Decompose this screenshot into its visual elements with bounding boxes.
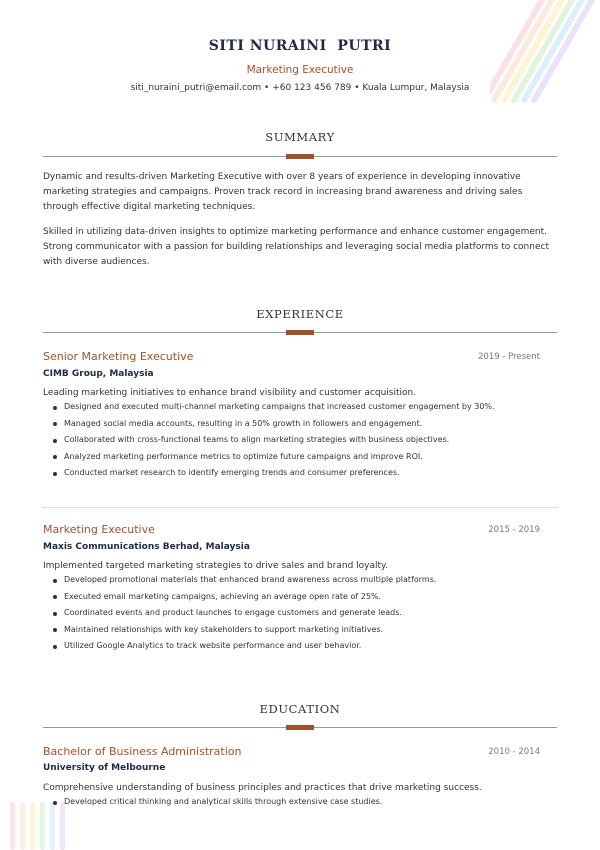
education-description: Comprehensive understanding of business principles and practices that drive marketing success. [43,783,482,793]
list-item: Developed promotional materials that enhanced brand awareness across multiple platforms. [53,572,436,589]
job-separator [43,507,557,508]
degree-title: Bachelor of Business Administration [43,745,242,758]
school-name: University of Melbourne [43,763,166,773]
job-bullets [53,399,495,482]
education-dates: 2010 - 2014 [488,747,540,757]
experience-heading [0,307,600,321]
list-item: Developed critical thinking and analytical skills through extensive case studies. [53,794,382,811]
list-item: Maintained relationships with key stakeholders to support marketing initiatives. [53,622,436,639]
company-name: CIMB Group, Malaysia [43,369,154,379]
summary-paragraph: Skilled in utilizing data-driven insights to optimize marketing performance and enhance customer engagement. Strong communicator with a passion for building relationships and leveraging social media platforms to connect with diverse audiences. [43,227,549,267]
candidate-name: SITI NURAINI PUTRI [208,38,392,54]
job-dates: 2019 - Present [478,352,540,362]
education-heading [0,702,600,716]
summary-heading [0,130,600,144]
job-title: Marketing Executive [43,523,155,536]
job-bullets [53,572,436,655]
section-title-education: EDUCATION [259,702,341,716]
section-divider-accent [286,154,314,159]
candidate-title: Marketing Executive [246,64,354,76]
list-item: Designed and executed multi-channel marketing campaigns that increased customer engagement by 30%. [53,399,495,416]
list-item: Analyzed marketing performance metrics to optimize future campaigns and improve ROI. [53,449,495,466]
job-title: Senior Marketing Executive [43,350,194,363]
contact-info: siti_nuraini_putri@email.com • +60 123 456 789 • Kuala Lumpur, Malaysia [130,83,470,93]
job-description: Leading marketing initiatives to enhance brand visibility and customer acquisition. [43,388,417,398]
section-title-summary: SUMMARY [265,130,335,144]
list-item: Managed social media accounts, resulting in a 50% growth in followers and engagement. [53,416,495,433]
list-item: Collaborated with cross-functional teams to align marketing strategies with business objectives. [53,432,495,449]
job-dates: 2015 - 2019 [488,525,540,535]
summary-paragraph: Dynamic and results-driven Marketing Executive with over 8 years of experience in developing innovative marketing strategies and campaigns. Proven track record in increasing brand awareness and driving sales through effective digital marketing techniques. [43,172,523,212]
company-name: Maxis Communications Berhad, Malaysia [43,542,250,552]
section-divider-accent [286,330,314,335]
list-item: Utilized Google Analytics to track website performance and user behavior. [53,638,436,655]
job-description: Implemented targeted marketing strategies to drive sales and brand loyalty. [43,561,388,571]
list-item: Executed email marketing campaigns, achieving an average open rate of 25%. [53,589,436,606]
list-item: Conducted market research to identify emerging trends and consumer preferences. [53,465,495,482]
section-divider-accent [286,725,314,730]
list-item: Coordinated events and product launches to engage customers and generate leads. [53,605,436,622]
section-title-experience: EXPERIENCE [256,307,344,321]
education-bullets [53,794,382,811]
resume-header [0,38,600,93]
